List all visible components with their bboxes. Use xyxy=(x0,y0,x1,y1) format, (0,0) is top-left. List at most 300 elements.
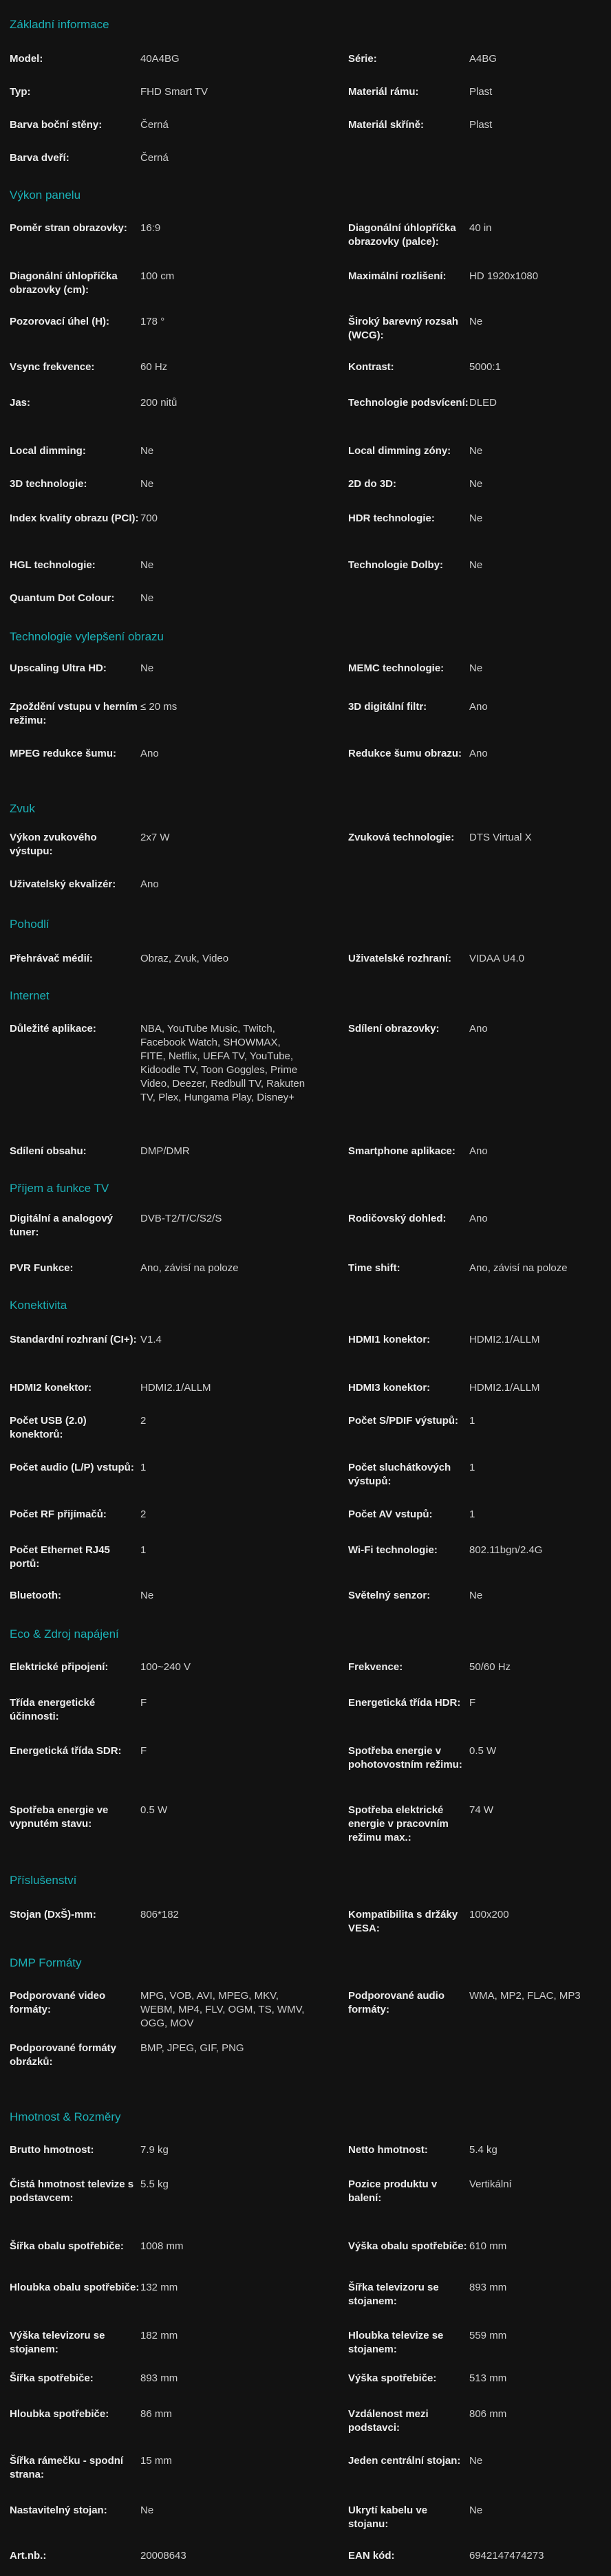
spec-value: Vertikální xyxy=(469,2178,512,2190)
spec-row xyxy=(0,2329,611,2357)
section-title: Příjem a funkce TV xyxy=(10,1182,109,1195)
spec-item-right xyxy=(306,2372,611,2385)
spec-label: Materiál rámu: xyxy=(348,86,419,98)
spec-value: 1 xyxy=(140,1462,147,1473)
section-title: Příslušenství xyxy=(10,1874,77,1887)
spec-item-left xyxy=(0,2281,306,2295)
spec-row xyxy=(0,2407,611,2435)
spec-label: Wi-Fi technologie: xyxy=(348,1544,438,1556)
spec-item-left xyxy=(0,1989,306,2031)
spec-label: Pozice produktu v balení: xyxy=(348,2178,438,2204)
spec-value: 6942147474273 xyxy=(469,2550,544,2562)
spec-item-left xyxy=(0,878,306,891)
spec-item-left xyxy=(0,592,306,605)
spec-value: 40A4BG xyxy=(140,53,180,65)
spec-item-left xyxy=(0,151,306,165)
spec-value: VIDAA U4.0 xyxy=(469,953,525,964)
spec-item-right xyxy=(306,1381,611,1395)
spec-label: Brutto hmotnost: xyxy=(10,2144,94,2156)
spec-label: Uživatelské rozhraní: xyxy=(348,953,452,964)
spec-label: Barva dveří: xyxy=(10,152,69,164)
spec-value: Plast xyxy=(469,86,493,98)
spec-label: Počet S/PDIF výstupů: xyxy=(348,1415,459,1427)
spec-value: 20008643 xyxy=(140,2550,186,2562)
spec-value: Ne xyxy=(469,1590,483,1601)
spec-item-right xyxy=(306,270,611,283)
spec-item-right xyxy=(306,559,611,572)
section-title: Technologie vylepšení obrazu xyxy=(10,630,164,643)
spec-value: MPG, VOB, AVI, MPEG, MKV, WEBM, MP4, FLV, OGM, TS, WMV, OGG, MOV xyxy=(140,1990,305,2029)
spec-value: 513 mm xyxy=(469,2372,507,2384)
spec-label: Vsync frekvence: xyxy=(10,361,95,373)
spec-value: 2 xyxy=(140,1415,147,1427)
spec-row xyxy=(0,221,611,249)
spec-label: Elektrické připojení: xyxy=(10,1661,109,1673)
spec-value: A4BG xyxy=(469,53,497,65)
spec-label: Smartphone aplikace: xyxy=(348,1145,455,1157)
spec-row xyxy=(0,1908,611,1936)
spec-item-left xyxy=(0,85,306,99)
spec-value: Ano xyxy=(469,1213,488,1224)
spec-value: Ne xyxy=(140,592,154,604)
spec-label: Kontrast: xyxy=(348,361,394,373)
spec-item-left xyxy=(0,1544,306,1571)
spec-value: Plast xyxy=(469,119,493,131)
spec-value: NBA, YouTube Music, Twitch, Facebook Watch, SHOWMAX, FITE, Netflix, UEFA TV, YouTube, Kidoodle TV, Toon Goggles, Prime Video, Deezer, Redbull TV, Rakuten TV, Plex, Hungama Play, Disney+ xyxy=(140,1023,306,1103)
spec-item-right xyxy=(306,831,611,845)
spec-row xyxy=(0,1145,611,1158)
spec-item-right xyxy=(306,2178,611,2205)
spec-label: Výška televizoru se stojanem: xyxy=(10,2330,105,2355)
spec-label: Počet USB (2.0) konektorů: xyxy=(10,1415,87,1440)
spec-item-right xyxy=(306,1908,611,1936)
spec-value: WMA, MP2, FLAC, MP3 xyxy=(469,1990,581,2002)
spec-row xyxy=(0,396,611,410)
spec-item-left xyxy=(0,1333,306,1347)
spec-value: Ano xyxy=(469,1023,488,1035)
spec-value: 1 xyxy=(469,1462,475,1473)
spec-label: Série: xyxy=(348,53,377,65)
spec-row xyxy=(0,2454,611,2482)
spec-row xyxy=(0,1660,611,1674)
spec-item-left xyxy=(0,2372,306,2385)
spec-item-left xyxy=(0,52,306,66)
spec-label: Podporované formáty obrázků: xyxy=(10,2042,117,2068)
spec-label: MPEG redukce šumu: xyxy=(10,748,117,759)
spec-label: Art.nb.: xyxy=(10,2550,47,2562)
spec-label: Technologie podsvícení: xyxy=(348,397,469,409)
spec-row xyxy=(0,1333,611,1347)
spec-value: 559 mm xyxy=(469,2330,507,2341)
spec-value: 182 mm xyxy=(140,2330,178,2341)
spec-value: HDMI2.1/ALLM xyxy=(469,1334,540,1345)
spec-item-left xyxy=(0,2329,306,2357)
spec-label: Uživatelský ekvalizér: xyxy=(10,878,116,890)
spec-value: 610 mm xyxy=(469,2240,507,2252)
spec-item-right xyxy=(306,1660,611,1674)
spec-label: Výkon zvukového výstupu: xyxy=(10,832,97,857)
spec-row xyxy=(0,1804,611,1845)
spec-label: Vzdálenost mezi podstavci: xyxy=(348,2408,429,2434)
spec-label: Hloubka obalu spotřebiče: xyxy=(10,2282,140,2293)
spec-row xyxy=(0,1508,611,1522)
spec-item-right xyxy=(306,1804,611,1845)
spec-value: DTS Virtual X xyxy=(469,832,532,843)
spec-value: 802.11bgn/2.4G xyxy=(469,1544,543,1556)
section-title: Eco & Zdroj napájení xyxy=(10,1627,119,1641)
spec-row xyxy=(0,1022,611,1105)
spec-item-left xyxy=(0,1212,306,1240)
spec-label: Šířka rámečku - spodní strana: xyxy=(10,2455,124,2480)
spec-item-left xyxy=(0,1461,306,1475)
spec-value: Ano xyxy=(140,748,159,759)
spec-value: Ne xyxy=(140,2504,154,2516)
spec-label: Šířka televizoru se stojanem: xyxy=(348,2282,439,2307)
spec-label: Stojan (DxŠ)-mm: xyxy=(10,1909,96,1920)
spec-item-left xyxy=(0,1660,306,1674)
spec-item-left xyxy=(0,1262,306,1275)
spec-value: 700 xyxy=(140,512,158,524)
spec-value: 7.9 kg xyxy=(140,2144,169,2156)
spec-value: 86 mm xyxy=(140,2408,172,2420)
spec-label: Rodičovský dohled: xyxy=(348,1213,447,1224)
spec-label: Local dimming: xyxy=(10,445,86,457)
section-title: Hmotnost & Rozměry xyxy=(10,2110,121,2123)
spec-label: Pozorovací úhel (H): xyxy=(10,316,110,327)
spec-label: Energetická třída HDR: xyxy=(348,1697,461,1709)
spec-value: HD 1920x1080 xyxy=(469,270,539,282)
spec-row xyxy=(0,2178,611,2205)
spec-value: 100 cm xyxy=(140,270,175,282)
spec-value: 5.4 kg xyxy=(469,2144,497,2156)
spec-label: Diagonální úhlopříčka obrazovky (palce): xyxy=(348,222,456,248)
spec-item-left xyxy=(0,1744,306,1758)
spec-row xyxy=(0,662,611,675)
spec-item-right xyxy=(306,85,611,99)
spec-row xyxy=(0,360,611,374)
spec-row xyxy=(0,315,611,343)
spec-item-left xyxy=(0,2042,306,2069)
spec-value: Ne xyxy=(469,445,483,457)
spec-label: HGL technologie: xyxy=(10,559,96,571)
spec-item-left xyxy=(0,360,306,374)
spec-label: Široký barevný rozsah (WCG): xyxy=(348,316,459,341)
spec-label: Jeden centrální stojan: xyxy=(348,2455,461,2467)
spec-item-left xyxy=(0,831,306,858)
spec-label: Barva boční stěny: xyxy=(10,119,103,131)
section-title: Konektivita xyxy=(10,1299,67,1312)
spec-item-left xyxy=(0,1022,306,1105)
spec-item-left xyxy=(0,315,306,329)
spec-item-left xyxy=(0,2407,306,2421)
spec-item-right xyxy=(306,1696,611,1710)
spec-label: Spotřeba energie v pohotovostním režimu: xyxy=(348,1745,462,1771)
section-title: Internet xyxy=(10,989,50,1002)
spec-row xyxy=(0,2549,611,2563)
spec-label: Přehrávač médií: xyxy=(10,953,93,964)
spec-label: Počet sluchátkových výstupů: xyxy=(348,1462,451,1487)
spec-item-left xyxy=(0,1589,306,1603)
spec-value: Ano xyxy=(469,748,488,759)
spec-row xyxy=(0,1414,611,1442)
spec-label: Spotřeba energie ve vypnutém stavu: xyxy=(10,1804,109,1830)
spec-value: HDMI2.1/ALLM xyxy=(469,1382,540,1394)
spec-label: Zvuková technologie: xyxy=(348,832,455,843)
spec-label: Netto hmotnost: xyxy=(348,2144,428,2156)
spec-item-right xyxy=(306,1212,611,1226)
spec-row xyxy=(0,2042,611,2069)
spec-item-left xyxy=(0,2178,306,2205)
spec-label: Local dimming zóny: xyxy=(348,445,451,457)
spec-value: Ne xyxy=(140,1590,154,1601)
spec-label: Výška obalu spotřebiče: xyxy=(348,2240,467,2252)
spec-label: HDR technologie: xyxy=(348,512,435,524)
spec-label: HDMI2 konektor: xyxy=(10,1382,92,1394)
spec-value: 806*182 xyxy=(140,1909,179,1920)
spec-value: 50/60 Hz xyxy=(469,1661,511,1673)
spec-item-left xyxy=(0,700,306,728)
spec-value: 60 Hz xyxy=(140,361,168,373)
spec-value: V1.4 xyxy=(140,1334,162,1345)
spec-label: 3D digitální filtr: xyxy=(348,701,427,713)
spec-item-left xyxy=(0,559,306,572)
spec-row xyxy=(0,1212,611,1240)
spec-row xyxy=(0,2504,611,2531)
spec-item-right xyxy=(306,952,611,966)
spec-value: F xyxy=(469,1697,476,1709)
spec-value: Ne xyxy=(140,445,154,457)
spec-item-right xyxy=(306,221,611,249)
spec-item-right xyxy=(306,662,611,675)
spec-item-right xyxy=(306,118,611,132)
spec-value: Ano, závisí na poloze xyxy=(140,1262,239,1274)
spec-value: Ne xyxy=(140,478,154,490)
spec-item-left xyxy=(0,1696,306,1724)
spec-label: Upscaling Ultra HD: xyxy=(10,662,107,674)
section-title: Pohodlí xyxy=(10,918,50,931)
spec-label: Šířka obalu spotřebiče: xyxy=(10,2240,124,2252)
spec-item-right xyxy=(306,747,611,761)
spec-label: 2D do 3D: xyxy=(348,478,397,490)
spec-item-right xyxy=(306,1022,611,1036)
spec-item-right xyxy=(306,1989,611,2017)
spec-item-right xyxy=(306,2504,611,2531)
spec-item-left xyxy=(0,396,306,410)
spec-item-left xyxy=(0,1145,306,1158)
spec-label: Hloubka televize se stojanem: xyxy=(348,2330,444,2355)
spec-item-left xyxy=(0,662,306,675)
spec-item-right xyxy=(306,477,611,491)
spec-value: Ano xyxy=(469,1145,488,1157)
spec-label: Materiál skříně: xyxy=(348,119,425,131)
spec-item-left xyxy=(0,1508,306,1522)
spec-row xyxy=(0,444,611,458)
spec-item-left xyxy=(0,1908,306,1922)
spec-value: 5.5 kg xyxy=(140,2178,169,2190)
spec-value: 2x7 W xyxy=(140,832,170,843)
spec-value: 893 mm xyxy=(140,2372,178,2384)
spec-row xyxy=(0,1589,611,1603)
spec-row xyxy=(0,559,611,572)
spec-item-right xyxy=(306,1333,611,1347)
spec-value: Ne xyxy=(469,2504,483,2516)
spec-value: 100x200 xyxy=(469,1909,509,1920)
spec-row xyxy=(0,1544,611,1571)
spec-value: 893 mm xyxy=(469,2282,507,2293)
spec-value: DVB-T2/T/C/S2/S xyxy=(140,1213,222,1224)
spec-label: MEMC technologie: xyxy=(348,662,444,674)
spec-item-left xyxy=(0,477,306,491)
spec-label: Time shift: xyxy=(348,1262,400,1274)
spec-label: Třída energetické účinnosti: xyxy=(10,1697,96,1722)
spec-label: Typ: xyxy=(10,86,31,98)
spec-item-right xyxy=(306,700,611,714)
spec-item-right xyxy=(306,2329,611,2357)
spec-value: HDMI2.1/ALLM xyxy=(140,1382,211,1394)
spec-label: Sdílení obrazovky: xyxy=(348,1023,440,1035)
spec-value: 806 mm xyxy=(469,2408,507,2420)
spec-row xyxy=(0,52,611,66)
spec-label: Světelný senzor: xyxy=(348,1590,431,1601)
spec-label: Poměr stran obrazovky: xyxy=(10,222,127,234)
spec-item-right xyxy=(306,2240,611,2253)
spec-value: 0.5 W xyxy=(469,1745,497,1757)
spec-value: 40 in xyxy=(469,222,492,234)
spec-label: Počet Ethernet RJ45 portů: xyxy=(10,1544,110,1570)
spec-label: Redukce šumu obrazu: xyxy=(348,748,462,759)
spec-label: Sdílení obsahu: xyxy=(10,1145,87,1157)
spec-label: Standardní rozhraní (CI+): xyxy=(10,1334,137,1345)
spec-value: Ano xyxy=(140,878,159,890)
spec-label: Podporované video formáty: xyxy=(10,1990,106,2015)
section-title: Zvuk xyxy=(10,802,35,815)
spec-item-left xyxy=(0,2240,306,2253)
spec-item-left xyxy=(0,221,306,235)
spec-value: Ne xyxy=(469,2455,483,2467)
spec-label: EAN kód: xyxy=(348,2550,395,2562)
spec-item-right xyxy=(306,2281,611,2308)
spec-item-left xyxy=(0,2143,306,2157)
spec-value: 0.5 W xyxy=(140,1804,168,1816)
spec-label: HDMI3 konektor: xyxy=(348,1382,431,1394)
spec-item-right xyxy=(306,2549,611,2563)
spec-item-left xyxy=(0,1804,306,1831)
spec-value: 1008 mm xyxy=(140,2240,184,2252)
spec-item-right xyxy=(306,1461,611,1489)
spec-row xyxy=(0,1461,611,1489)
spec-value: Ne xyxy=(469,316,483,327)
spec-label: Bluetooth: xyxy=(10,1590,61,1601)
spec-value: Ne xyxy=(140,559,154,571)
spec-label: Čistá hmotnost televize s podstavcem: xyxy=(10,2178,134,2204)
spec-row xyxy=(0,2372,611,2385)
spec-item-right xyxy=(306,2454,611,2468)
spec-label: Počet RF přijímačů: xyxy=(10,1508,107,1520)
spec-item-left xyxy=(0,1381,306,1395)
spec-label: Zpoždění vstupu v herním režimu: xyxy=(10,701,138,726)
spec-row xyxy=(0,878,611,891)
spec-item-left xyxy=(0,952,306,966)
spec-value: F xyxy=(140,1697,147,1709)
spec-item-left xyxy=(0,1414,306,1442)
spec-label: Počet audio (L/P) vstupů: xyxy=(10,1462,134,1473)
spec-item-right xyxy=(306,2407,611,2435)
spec-item-left xyxy=(0,444,306,458)
spec-label: Počet AV vstupů: xyxy=(348,1508,433,1520)
spec-item-left xyxy=(0,747,306,761)
spec-label: Index kvality obrazu (PCI): xyxy=(10,512,139,524)
spec-value: 1 xyxy=(140,1544,147,1556)
spec-value: 2 xyxy=(140,1508,147,1520)
spec-item-right xyxy=(306,444,611,458)
spec-value: 5000:1 xyxy=(469,361,501,373)
spec-value: DMP/DMR xyxy=(140,1145,190,1157)
spec-item-right xyxy=(306,1508,611,1522)
spec-label: Frekvence: xyxy=(348,1661,403,1673)
spec-value: 1 xyxy=(469,1508,475,1520)
spec-label: Výška spotřebiče: xyxy=(348,2372,437,2384)
spec-label: Quantum Dot Colour: xyxy=(10,592,115,604)
section-title: DMP Formáty xyxy=(10,1956,82,1969)
spec-value: Ano xyxy=(469,701,488,713)
spec-value: Ne xyxy=(469,662,483,674)
spec-item-right xyxy=(306,512,611,526)
spec-item-right xyxy=(306,2143,611,2157)
spec-label: Hloubka spotřebiče: xyxy=(10,2408,109,2420)
spec-item-right xyxy=(306,1414,611,1428)
spec-value: Ne xyxy=(140,662,154,674)
spec-label: Důležité aplikace: xyxy=(10,1023,96,1035)
spec-value: 74 W xyxy=(469,1804,494,1816)
spec-row xyxy=(0,151,611,165)
spec-value: Černá xyxy=(140,152,169,164)
spec-value: 1 xyxy=(469,1415,475,1427)
spec-item-left xyxy=(0,2454,306,2482)
spec-label: Model: xyxy=(10,53,43,65)
spec-item-right xyxy=(306,1544,611,1557)
spec-item-right xyxy=(306,52,611,66)
spec-value: Obraz, Zvuk, Video xyxy=(140,953,229,964)
spec-value: Ne xyxy=(469,559,483,571)
spec-row xyxy=(0,700,611,728)
spec-row xyxy=(0,952,611,966)
spec-value: 16:9 xyxy=(140,222,161,234)
spec-item-right xyxy=(306,396,611,410)
spec-item-left xyxy=(0,118,306,132)
spec-row xyxy=(0,592,611,605)
spec-label: Spotřeba elektrické energie v pracovním režimu max.: xyxy=(348,1804,449,1843)
spec-item-left xyxy=(0,270,306,297)
spec-value: ≤ 20 ms xyxy=(140,701,178,713)
spec-item-left xyxy=(0,512,306,526)
spec-label: Ukrytí kabelu ve stojanu: xyxy=(348,2504,428,2530)
spec-label: Diagonální úhlopříčka obrazovky (cm): xyxy=(10,270,118,296)
spec-label: Maximální rozlišení: xyxy=(348,270,447,282)
spec-label: HDMI1 konektor: xyxy=(348,1334,431,1345)
spec-label: Energetická třída SDR: xyxy=(10,1745,122,1757)
spec-row xyxy=(0,2143,611,2157)
spec-row xyxy=(0,118,611,132)
spec-label: Digitální a analogový tuner: xyxy=(10,1213,114,1238)
spec-row xyxy=(0,1381,611,1395)
spec-row xyxy=(0,2281,611,2308)
spec-value: BMP, JPEG, GIF, PNG xyxy=(140,2042,244,2054)
spec-label: Kompatibilita s držáky VESA: xyxy=(348,1909,458,1934)
spec-value: 15 mm xyxy=(140,2455,172,2467)
spec-row xyxy=(0,1989,611,2031)
spec-label: Šířka spotřebiče: xyxy=(10,2372,94,2384)
spec-item-left xyxy=(0,2549,306,2563)
